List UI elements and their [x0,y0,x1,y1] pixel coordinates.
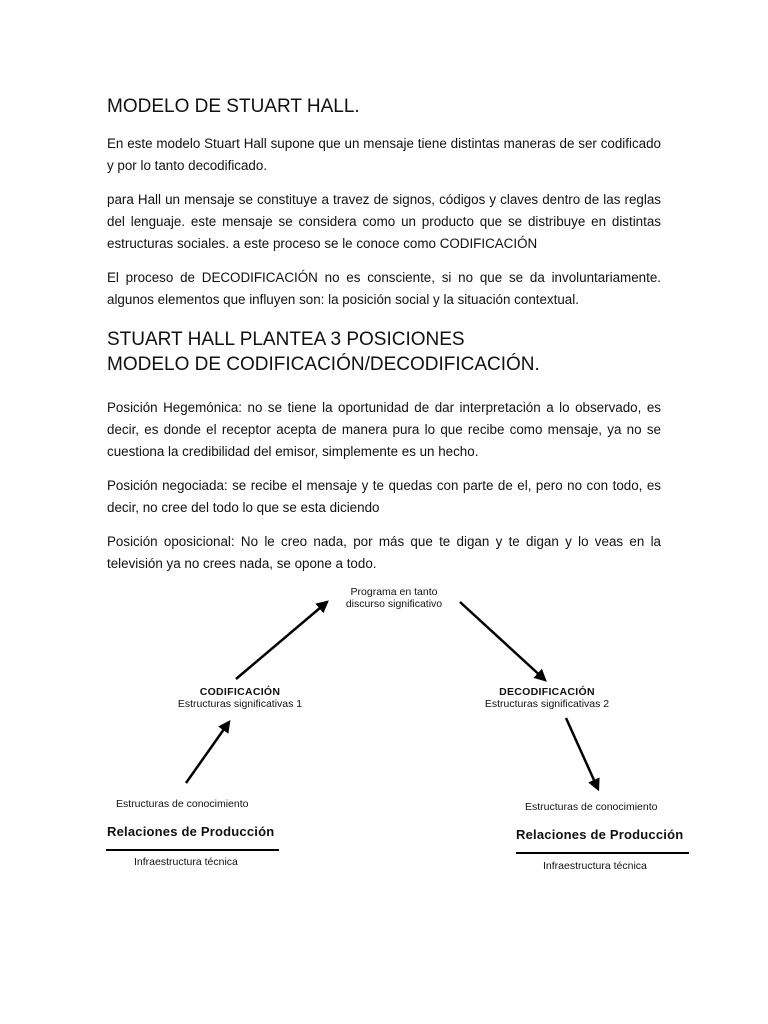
label-right-relaciones-produccion: Relaciones de Producción [516,827,684,842]
arrow-codificacion-to-programa [236,602,327,679]
diagram-arrows [0,580,768,890]
encoding-decoding-diagram [0,580,768,890]
arrow-decodificacion-to-base [566,718,598,789]
label-programa: Programa en tanto discurso significativo [345,586,443,610]
paragraph-posicion-negociada: Posición negociada: se recibe el mensaje y te quedas con parte de el, pero no con todo, es decir, no cree del todo lo que se esta diciendo [107,478,661,515]
paragraph-posicion-oposicional: Posición oposicional: No le creo nada, por más que te digan y te digan y lo veas en la televisión ya no crees nada, se opone a todo. [107,534,661,571]
label-left-infraestructura: Infraestructura técnica [134,856,238,868]
page-title: MODELO DE STUART HALL. [107,96,360,117]
section-heading-line1: STUART HALL PLANTEA 3 POSICIONES [107,329,465,350]
paragraph-decodificacion: El proceso de DECODIFICACIÓN no es consciente, si no que se da involuntariamente. algunos elementos que influyen son: la posición social y la situación contextual. [107,270,661,307]
label-right-infraestructura: Infraestructura técnica [543,860,647,872]
section-heading-line2: MODELO DE CODIFICACIÓN/DECODIFICACIÓN. [107,354,540,375]
paragraph-codificacion: para Hall un mensaje se constituye a travez de signos, códigos y claves dentro de las reglas del lenguaje. este mensaje se considera como un producto que se distribuye en distintas estructuras sociales. a este proceso se le conoce como CODIFICACIÓN [107,192,661,251]
paragraph-intro: En este modelo Stuart Hall supone que un mensaje tiene distintas maneras de ser codificado y por lo tanto decodificado. [107,136,661,173]
paragraph-posicion-hegemonica: Posición Hegemónica: no se tiene la oportunidad de dar interpretación a lo observado, es decir, es donde el receptor acepta de manera pura lo que recibe como mensaje, ya no se cuestiona la credibilidad del emisor, simplemente es un hecho. [107,400,661,459]
label-left-relaciones-produccion: Relaciones de Producción [107,824,275,839]
label-right-estructuras-conocimiento: Estructuras de conocimiento [525,801,658,813]
arrow-programa-to-decodificacion [460,602,545,680]
label-left-estructuras-conocimiento: Estructuras de conocimiento [116,798,249,810]
label-codificacion: CODIFICACIÓN Estructuras significativas 1 [177,686,303,710]
label-decodificacion: DECODIFICACIÓN Estructuras significativas 2 [484,686,610,710]
arrow-base-to-codificacion [186,722,229,783]
